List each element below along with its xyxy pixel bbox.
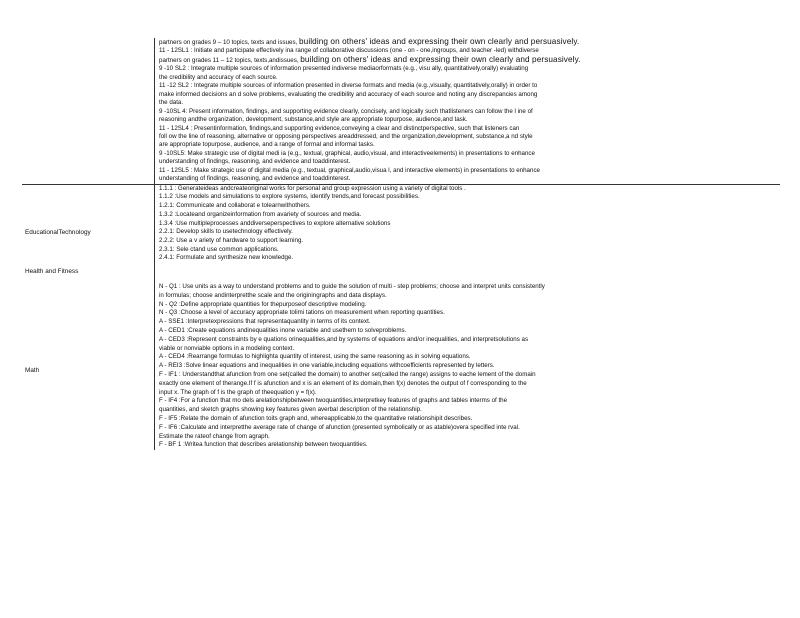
standard-text: 11 -12 SL2 : Integrate multiple sources of information presented in diverse formats and media (e.g.,visually, quantitatively,orally) in order to xyxy=(159,82,538,90)
standard-line: A - CED3 :Represent constraints by e quations orinequalities,and by systems of equations and/or inequalities, and interpretsolutions as xyxy=(159,335,529,343)
standard-line: 1.3.2 :Locateand organizeinformation from avariety of sources and media. xyxy=(159,210,362,218)
standard-line xyxy=(159,74,780,82)
edtech-row xyxy=(22,184,780,263)
standard-text: 11 - 12SL4 : Presentinformation, findings,and supporting evidence,conveying a clear and distinctperspective, such that listeners can xyxy=(159,124,520,132)
standard-line: 2.4.1: Formulate and synthesize new knowledge. xyxy=(159,254,294,262)
standard-line xyxy=(159,38,780,47)
edtech-subject-cell xyxy=(22,185,154,263)
standard-text: 11 - 12SL5 : Make strategic use of digital media (e.g., textual, graphical,audio,visua l, and interactive elements) in presentations to enhance xyxy=(159,166,540,174)
edtech-subject-label: EducationalTechnology xyxy=(25,228,91,236)
standard-line: N - Q3 :Choose a level of accuracy appropriate tolimi tations on measurement when reporting quantities. xyxy=(159,309,445,317)
standard-text: partners on grades 11 – 12 topics, texts,andissues, xyxy=(159,56,299,64)
speaking-listening-standards xyxy=(154,38,780,184)
standard-line: F - IF6 :Calculate and interpretthe average rate of change of afunction (presented symbolically or as atable)overa specified inte rval. xyxy=(159,423,520,431)
standard-line: 2.2.2: Use a v ariety of hardware to support learning. xyxy=(159,236,304,244)
standards-table xyxy=(22,38,780,450)
standard-line: 1.1.1 : Generateideas andcreateoriginal works for personal and group expression using a variety of digital tools . xyxy=(159,184,466,192)
standard-line: 2.3.1: Sele ctand use common applications. xyxy=(159,245,279,253)
standard-text: 9 -10 SL2 : Integrate multiple sources of information presented indiverse mediaorformats (e.g., visu ally, quantitatively,orally) evaluating xyxy=(159,65,529,73)
standard-line xyxy=(159,91,780,99)
standard-line: A - REI3 :Solve linear equations and inequalities in one variable,including equations withcoefficients represented by letters. xyxy=(159,362,495,370)
standard-line xyxy=(159,99,780,107)
standard-line: Estimate the rateof change from agraph. xyxy=(159,432,270,440)
standard-line: exactly one element of therange.If f is afunction and x is an element of its domain,then f(x) denotes the output of f corresponding to the xyxy=(159,379,527,387)
speaking-listening-row xyxy=(22,38,780,184)
standard-line: F - IF4 :For a function that mo dels arelationshipbetween twoquantities,interpretkey features of graphs and tables interms of the xyxy=(159,397,508,405)
standard-text: foll ow the line of reasoning, alternative or opposing perspectives areaddressed, and the organization,development, substance,a nd style xyxy=(159,132,533,140)
math-standards xyxy=(154,283,780,450)
standard-line xyxy=(159,125,780,133)
health-row xyxy=(22,263,780,283)
standard-line: A - CED4 :Rearrange formulas to highlighta quantity of interest, using the same reasoning as in solving equations. xyxy=(159,353,471,361)
standard-text: partners on grades 9 – 10 topics, texts and issues, xyxy=(159,39,298,46)
standard-text: the data. xyxy=(159,99,184,107)
standard-line: 2.2.1: Develop skills to usetechnology effectively. xyxy=(159,228,293,236)
standard-text: 11 - 12SL1 : Initiate and participate effectively ina range of collaborative discussions (one - on - one,ingroups, and teacher -led) withdiverse xyxy=(159,47,539,55)
standard-line xyxy=(159,175,780,183)
standard-line xyxy=(159,116,780,124)
standard-text: 9 -10SL 4: Present information, findings, and supporting evidence clearly, concisely, and logically such thatlisteners can follow the l ine of xyxy=(159,107,533,115)
standard-emphasis-text: building on others' ideas and expressing their own clearly and persuasively. xyxy=(300,55,581,64)
subject-cell-empty xyxy=(22,38,154,184)
standard-line: N - Q2 :Define appropriate quantities for thepurposeof descriptive modeling. xyxy=(159,300,367,308)
standard-line: F - BF 1 :Writea function that describes arelationship between twoquantities. xyxy=(159,441,368,449)
standard-line xyxy=(159,167,780,175)
standard-line: quantities, and sketch graphs showing key features given averbal description of the relationship. xyxy=(159,406,422,414)
standard-line: A - CED1 :Create equations andinequalities inone variable and usethem to solveproblems. xyxy=(159,327,407,335)
standard-line xyxy=(159,158,780,166)
standard-line xyxy=(159,82,780,90)
standard-text: understanding of findings, reasoning, and evidence and toaddinterest. xyxy=(159,175,351,183)
math-row xyxy=(22,283,780,450)
standard-line: A - SSE1 :Interpretexpressions that representaquantity in terms of its context. xyxy=(159,318,371,326)
standard-text: reasoning andthe organization, development, substance,and style are appropriate topurpose, audience,and task. xyxy=(159,116,468,124)
standard-text: understanding of findings, reasoning, and evidence and toaddinterest. xyxy=(159,158,351,166)
standard-line: F - IF5 :Relate the domain of afunction toits graph and, whereapplicable,to the quantitative relationshipit describes. xyxy=(159,414,473,422)
standard-line: input x. The graph of f is the graph of theequation y = f(x). xyxy=(159,388,317,396)
edtech-standards xyxy=(154,185,780,263)
standard-line xyxy=(159,65,780,73)
standard-line: viable or nonviable options in a modeling context. xyxy=(159,344,295,352)
standard-line: 1.1.2 :Use models and simulations to explore systems, identify trends,and forecast possibilities. xyxy=(159,193,420,201)
health-standards xyxy=(154,263,780,283)
standard-text: the credibility and accuracy of each source. xyxy=(159,73,278,81)
math-subject-label: Math xyxy=(25,367,40,375)
standard-line: in formulas; choose andinterpretthe scale and the originingraphs and data displays. xyxy=(159,291,387,299)
standard-text: are appropriate topurpose, audience, and a range of formal and informal tasks. xyxy=(159,141,375,149)
standard-emphasis-text: building on others' ideas and expressing their own clearly and persuasively. xyxy=(299,38,580,46)
standard-text: 9 -10SL5: Make strategic use of digital medi ia (e.g., textual, graphical, audio,visual, and interactiveelements) in presentations to enhance xyxy=(159,149,535,157)
standard-line xyxy=(159,47,780,55)
standard-line: F - IF1 : Understandthat afunction from one set(called the domain) to another set(called the range) assigns to eache lement of the domain xyxy=(159,371,536,378)
health-subject-label: Health and Fitness xyxy=(25,268,79,276)
standard-line: 1.3.4 :Use multipleprocesses anddiverseperspectives to explore alternative solutions xyxy=(159,219,391,227)
standard-line xyxy=(159,108,780,116)
standard-line xyxy=(159,150,780,158)
health-subject-cell xyxy=(22,263,154,283)
standard-line xyxy=(159,141,780,149)
standard-line xyxy=(159,56,780,65)
standard-line: 1.2.1: Communicate and collaborat e tolearnwithothers. xyxy=(159,202,311,210)
standard-text: make informed decisions an d solve problems, evaluating the credibility and accuracy of each source and noting any discrepancies among xyxy=(159,90,538,98)
standard-line xyxy=(159,133,780,141)
standard-line: N - Q1 : Use units as a way to understand problems and to guide the solution of multi - step problems; choose and interpret units consistently xyxy=(159,283,545,291)
math-subject-cell xyxy=(22,283,154,450)
